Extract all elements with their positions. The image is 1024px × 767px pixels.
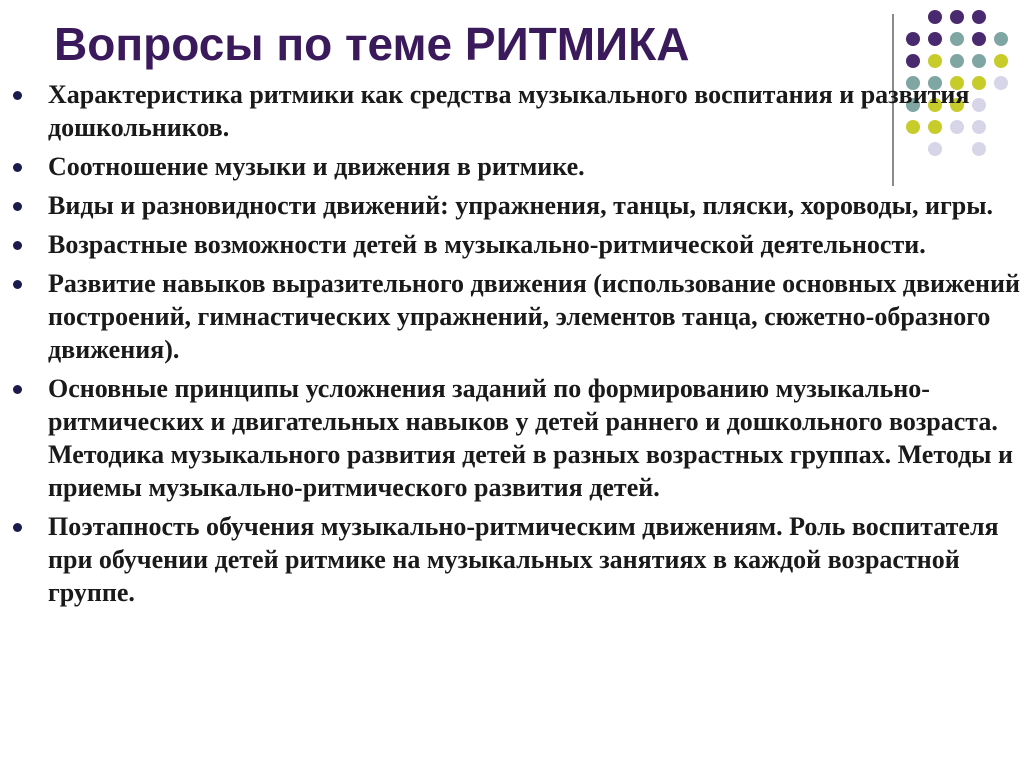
decorative-dot [994, 32, 1008, 46]
slide-title: Вопросы по теме РИТМИКА [54, 18, 690, 70]
bullet-marker [13, 385, 22, 394]
decorative-dot [950, 54, 964, 68]
bullet-text: Характеристика ритмики как средства музыкального воспитания и развития дошкольников. [48, 80, 970, 142]
decorative-dot [928, 10, 942, 24]
decorative-dot [928, 32, 942, 46]
bullet-marker [13, 91, 22, 100]
bullet-marker [13, 241, 22, 250]
decorative-dot [928, 54, 942, 68]
bullet-text: Виды и разновидности движений: упражнения, танцы, пляски, хороводы, игры. [48, 191, 994, 220]
bullet-text: Основные принципы усложнения заданий по формированию музыкально-ритмических и двигательных навыков у детей раннего и дошкольного возраста. Методика музыкального развития детей в разных возрастных группах. Методы и приемы музыкально-ритмического развития детей. [48, 374, 1013, 502]
decorative-dot [906, 54, 920, 68]
bullet-text: Поэтапность обучения музыкально-ритмическим движениям. Роль воспитателя при обучении детей ритмике на музыкальных занятиях в каждой возрастной группе. [48, 512, 999, 607]
bullet-marker [13, 163, 22, 172]
bullet-text: Возрастные возможности детей в музыкально-ритмической деятельности. [48, 230, 926, 259]
decorative-dot [906, 32, 920, 46]
bullet-marker [13, 280, 22, 289]
bullet-item [10, 510, 1020, 609]
bullet-text: Развитие навыков выразительного движения (использование основных движений построений, гимнастических упражнений, элементов танца, сюжетно-образного движения). [48, 269, 1020, 364]
decorative-dot [994, 54, 1008, 68]
bullet-item [10, 267, 1020, 366]
decorative-dot [972, 32, 986, 46]
decorative-dot [950, 10, 964, 24]
decorative-dot [972, 10, 986, 24]
bullet-item [10, 78, 1020, 144]
decorative-dot [972, 54, 986, 68]
bullet-item [10, 189, 1020, 222]
bullet-item [10, 228, 1020, 261]
bullet-marker [13, 523, 22, 532]
bullet-text: Соотношение музыки и движения в ритмике. [48, 152, 585, 181]
bullet-item [10, 372, 1020, 504]
bullet-marker [13, 202, 22, 211]
bullet-item [10, 150, 1020, 183]
bullet-list [10, 78, 1020, 615]
decorative-dot [950, 32, 964, 46]
